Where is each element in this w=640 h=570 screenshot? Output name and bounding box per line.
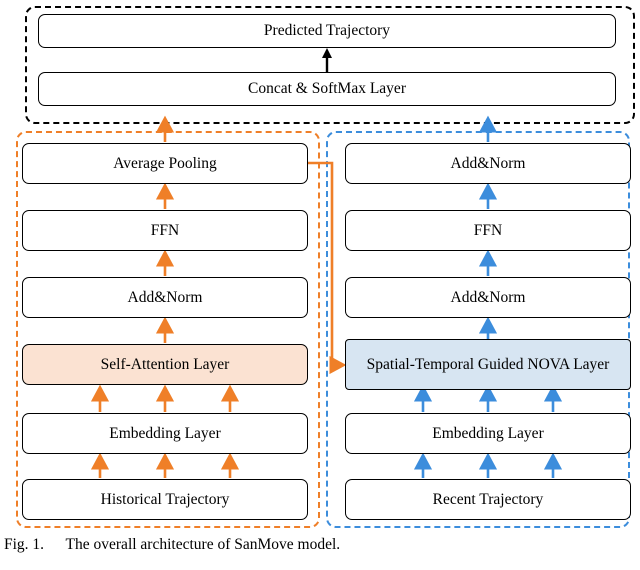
- addnorm-left-label: Add&Norm: [127, 288, 203, 306]
- self-attention-layer-box[interactable]: [22, 344, 308, 385]
- embedding-layer-right-box[interactable]: [345, 413, 631, 454]
- addnorm-right-top-label: Add&Norm: [450, 154, 526, 172]
- recent-trajectory-label: Recent Trajectory: [432, 490, 544, 508]
- historical-branch-frame: [16, 131, 320, 528]
- figure-caption: [4, 536, 640, 554]
- ffn-left-label: FFN: [150, 221, 180, 239]
- recent-trajectory-box[interactable]: [345, 479, 631, 520]
- average-pooling-box[interactable]: [22, 143, 308, 184]
- nova-layer-box[interactable]: [345, 339, 631, 390]
- historical-trajectory-box[interactable]: [22, 479, 308, 520]
- concat-softmax-layer-label: Concat & SoftMax Layer: [248, 80, 406, 98]
- ffn-left-box[interactable]: [22, 210, 308, 251]
- addnorm-left-box[interactable]: [22, 277, 308, 318]
- ffn-right-box[interactable]: [345, 210, 631, 251]
- ffn-right-label: FFN: [473, 221, 503, 239]
- addnorm-right-top-box[interactable]: [345, 143, 631, 184]
- historical-trajectory-label: Historical Trajectory: [100, 490, 230, 508]
- figure-caption-text: The overall architecture of SanMove model.: [65, 536, 341, 553]
- embedding-layer-left-label: Embedding Layer: [109, 424, 221, 442]
- embedding-layer-left-box[interactable]: [22, 413, 308, 454]
- concat-softmax-layer-box[interactable]: [38, 72, 616, 106]
- predicted-trajectory-box[interactable]: [38, 14, 616, 48]
- nova-layer-label: Spatial-Temporal Guided NOVA Layer: [366, 355, 610, 373]
- addnorm-right-mid-label: Add&Norm: [450, 288, 526, 306]
- figure-caption-label: Fig. 1.: [4, 536, 45, 553]
- recent-branch-frame: [326, 131, 630, 528]
- average-pooling-label: Average Pooling: [113, 154, 217, 172]
- self-attention-layer-label: Self-Attention Layer: [100, 355, 230, 373]
- addnorm-right-mid-box[interactable]: [345, 277, 631, 318]
- predicted-trajectory-label: Predicted Trajectory: [263, 22, 391, 40]
- embedding-layer-right-label: Embedding Layer: [432, 424, 544, 442]
